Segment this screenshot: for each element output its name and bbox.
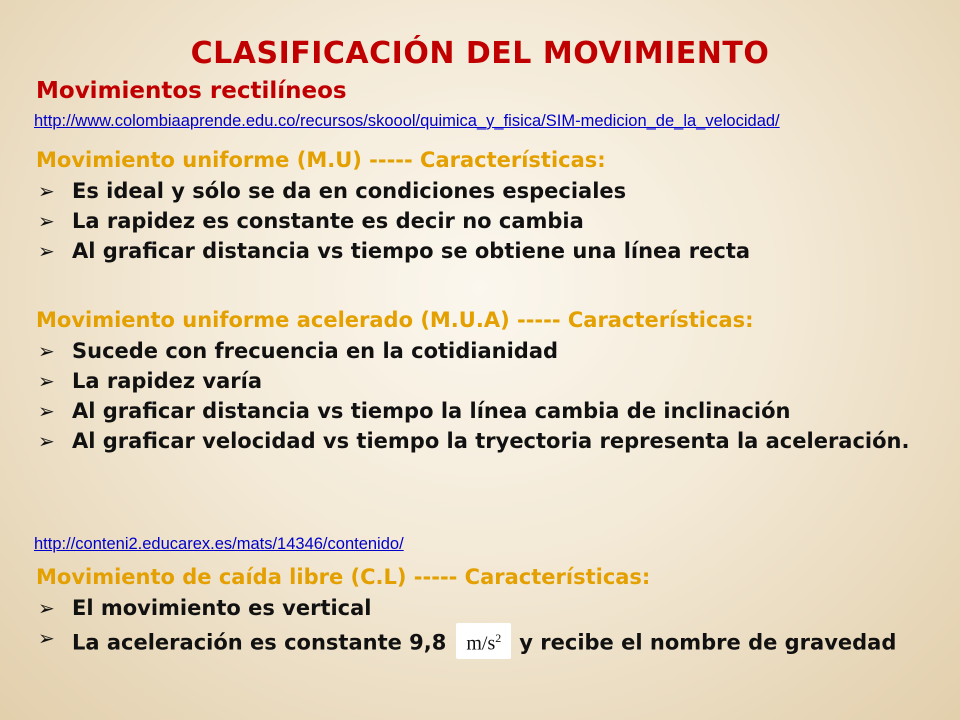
list-item: ➢ La rapidez es constante es decir no cambia — [36, 206, 914, 236]
arrow-bullet-icon: ➢ — [38, 339, 55, 363]
list-item: ➢ La rapidez varía — [36, 366, 914, 396]
arrow-bullet-icon: ➢ — [38, 626, 55, 650]
arrow-bullet-icon: ➢ — [38, 179, 55, 203]
arrow-bullet-icon: ➢ — [38, 429, 55, 453]
arrow-bullet-icon: ➢ — [38, 596, 55, 620]
list-item: ➢ Al graficar distancia vs tiempo se obtiene una línea recta — [36, 236, 914, 266]
acceleration-unit-image: $m/s^2$ — [456, 623, 511, 659]
mua-heading: Movimiento uniforme acelerado (M.U.A) ----- Características: — [36, 308, 754, 332]
section-subtitle: Movimientos rectilíneos — [36, 78, 347, 104]
cl-list — [36, 593, 914, 659]
slide-title: CLASIFICACIÓN DEL MOVIMIENTO — [190, 36, 770, 71]
list-item: ➢ Al graficar velocidad vs tiempo la tryectoria representa la aceleración. — [36, 426, 914, 456]
list-item: ➢ Es ideal y sólo se da en condiciones especiales — [36, 176, 914, 206]
mu-heading: Movimiento uniforme (M.U) ----- Características: — [36, 148, 606, 172]
list-item: ➢ Al graficar distancia vs tiempo la línea cambia de inclinación — [36, 396, 914, 426]
cl-heading: Movimiento de caída libre (C.L) ----- Características: — [36, 565, 651, 589]
arrow-bullet-icon: ➢ — [38, 209, 55, 233]
list-item: ➢ Sucede con frecuencia en la cotidianidad — [36, 336, 914, 366]
arrow-bullet-icon: ➢ — [38, 369, 55, 393]
colombiaaprende-link[interactable]: http://www.colombiaaprende.edu.co/recursos/skoool/quimica_y_fisica/SIM-medicion_de_la_velocidad/ — [34, 112, 780, 130]
arrow-bullet-icon: ➢ — [38, 239, 55, 263]
educarex-link[interactable]: http://conteni2.educarex.es/mats/14346/contenido/ — [34, 535, 404, 553]
list-item: ➢ La aceleración es constante 9,8 $m/s^2$ y recibe el nombre de gravedad — [36, 623, 914, 659]
mu-list — [36, 176, 914, 266]
mua-list — [36, 336, 914, 456]
arrow-bullet-icon: ➢ — [38, 399, 55, 423]
list-item: ➢ El movimiento es vertical — [36, 593, 914, 623]
